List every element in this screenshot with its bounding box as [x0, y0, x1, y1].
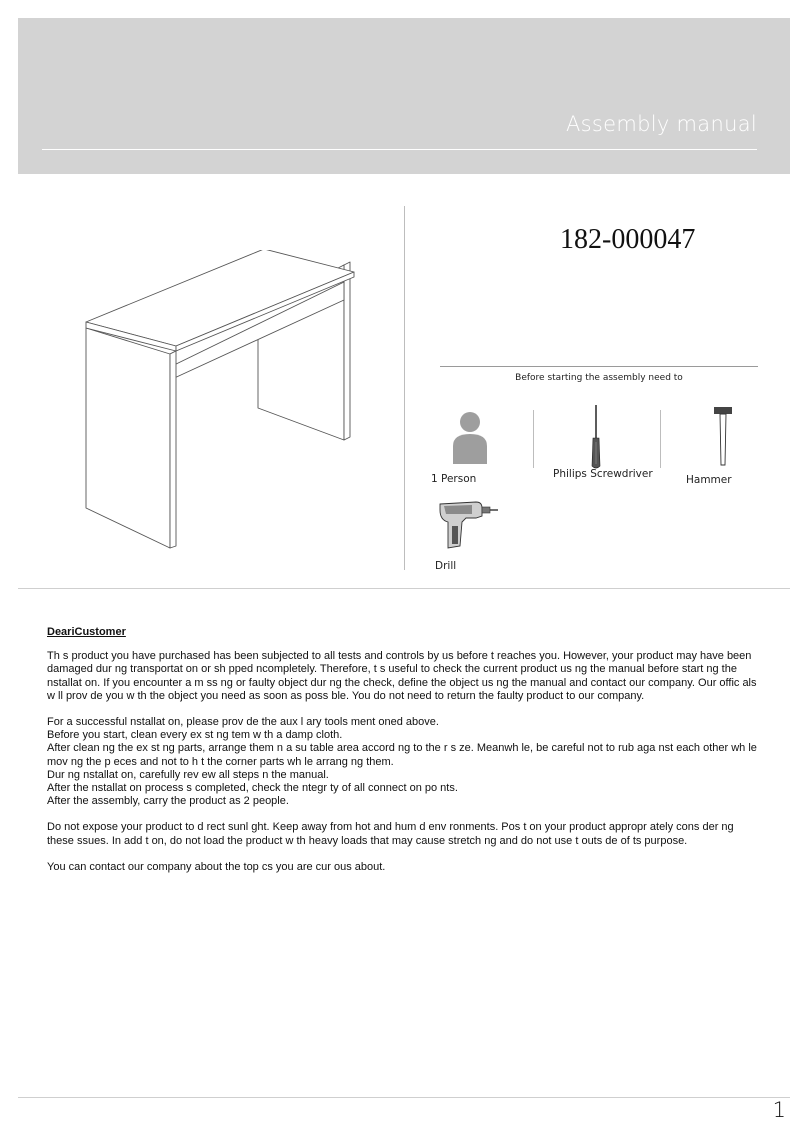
- tool-separator: [660, 410, 661, 468]
- person-icon: [448, 410, 492, 466]
- tool-separator: [533, 410, 534, 468]
- customer-letter: [47, 626, 762, 887]
- letter-salutation: DeariCustomer: [47, 626, 126, 638]
- page-number: 1: [772, 1098, 786, 1122]
- header-banner: [18, 18, 790, 174]
- letter-paragraph: For a successful nstallat on, please prov de the aux l ary tools ment oned above. Before you start, clean every ex st ng tem w th a damp cloth. After clean ng the ex st ng parts, arrange them n a su table area accord ng to the r s ze. Meanwh le, be careful not to rub aga nst each other wh le mov ng the p eces and not to h t the corner parts wh le arrang ng them. Dur ng nstallat on, carefully rev ew all steps n the manual. After the nstallat on process s completed, check the ntegr ty of all connect on po nts. After the assembly, carry the product as 2 people.: [47, 716, 757, 808]
- tool-label-screwdriver: Philips Screwdriver: [553, 468, 653, 480]
- manual-title: Assembly manual: [565, 112, 757, 136]
- section-rule: [18, 588, 790, 589]
- tools-rule: [440, 366, 758, 367]
- footer-rule: [18, 1097, 790, 1098]
- tool-label-hammer: Hammer: [686, 474, 732, 486]
- letter-paragraph: You can contact our company about the top cs you are cur ous about.: [47, 860, 386, 873]
- screwdriver-icon: [588, 404, 604, 470]
- drill-icon: [436, 496, 500, 552]
- tools-intro: Before starting the assembly need to: [515, 373, 683, 383]
- tool-label-drill: Drill: [435, 560, 457, 572]
- letter-paragraph: Th s product you have purchased has been subjected to all tests and controls by us before t reaches you. However, your product may have been damaged dur ng transportat on or sh pped ncompletely. Therefore, t s useful to check the current product us ng the manual before start ng the nstallat on. If you encounter a m ss ng or faulty object dur ng the check, define the object us ng the manual and contact our company. Our offic als w ll prov de you w th the object you need as soon as poss ble. You do not need to return the faulty product to our company.: [47, 650, 757, 702]
- hammer-icon: [712, 405, 734, 467]
- product-code: 182-000047: [560, 224, 696, 255]
- letter-paragraph: Do not expose your product to d rect sunl ght. Keep away from hot and hum d env ronments. Pos t on your product appropr ately cons der ng these ssues. In add t on, do not load the product w th heavy loads that may cause stretch ng and do not use t outs de of ts purpose.: [47, 821, 734, 847]
- header-rule: [42, 149, 757, 150]
- vertical-divider: [404, 206, 405, 570]
- desk-illustration: [82, 250, 372, 560]
- tool-label-person: 1 Person: [431, 473, 477, 485]
